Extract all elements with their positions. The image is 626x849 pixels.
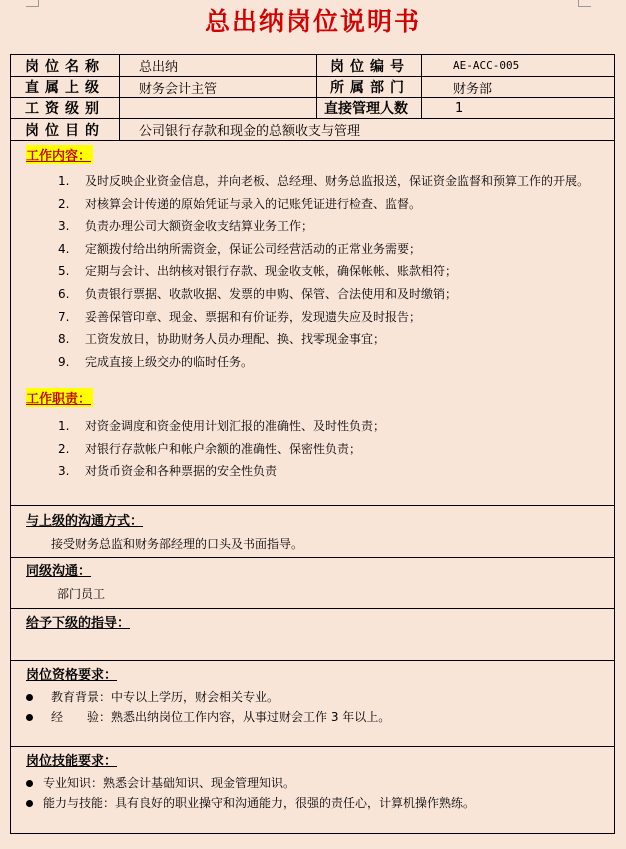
list-item [58, 195, 421, 212]
list-item [58, 462, 277, 479]
item-number: 1. [58, 174, 70, 188]
bullet-label: 经 验： [51, 710, 112, 724]
item-text: 对银行存款帐户和帐户余额的准确性、保密性负责； [85, 441, 362, 456]
bullet-text: 熟悉出纳岗位工作内容，从事过财会工作 3 年以上。 [111, 710, 391, 724]
list-item [58, 417, 385, 434]
list-item [58, 440, 361, 457]
bullet-item [26, 774, 295, 791]
subordinate-guidance-section [10, 608, 615, 661]
list-item [58, 330, 385, 347]
work-section [10, 140, 615, 506]
responsibilities-heading: 工作职责： [26, 388, 93, 407]
skills-heading: 岗位技能要求： [26, 754, 118, 769]
peer-comm-text: 部门员工 [57, 587, 106, 601]
bullet-icon [26, 780, 33, 787]
item-number: 4. [58, 241, 70, 256]
item-number: 2. [58, 196, 70, 211]
peer-comm-heading: 同级沟通： [26, 564, 92, 579]
skills-section [10, 746, 615, 834]
bullet-icon [26, 694, 33, 701]
item-text: 工资发放日，协助财务人员办理配、换、找零现金事宜； [85, 332, 386, 347]
item-number: 9. [58, 354, 70, 369]
item-number: 8. [58, 332, 70, 347]
item-text: 定期与会计、出纳核对银行存款、现金收支帐，确保帐帐、账款相符； [85, 264, 458, 279]
item-text: 负责办理公司大额资金收支结算业务工作； [85, 219, 314, 234]
item-text: 负责银行票据、收款收据、发票的申购、保管、合法使用和及时缴销； [85, 287, 458, 301]
info-row [10, 76, 615, 98]
superior-value: 财务会计主管 [139, 81, 218, 97]
bullet-icon [26, 714, 33, 721]
info-row [10, 54, 615, 77]
position-code-label: 岗位编号 [330, 58, 410, 75]
info-row [10, 118, 615, 141]
direct-reports-label: 直接管理人数 [324, 101, 408, 117]
item-text: 对货币资金和各种票据的安全性负责 [85, 464, 278, 479]
item-text: 妥善保管印章、现金、票据和有价证券，发现遗失应及时报告； [85, 309, 422, 324]
work-content-heading: 工作内容： [26, 145, 93, 164]
peer-comm-section [10, 557, 615, 609]
qualifications-section [10, 660, 615, 747]
superior-label: 直属上级 [25, 80, 105, 96]
item-number: 7. [58, 309, 70, 324]
bullet-label: 专业知识： [43, 776, 104, 790]
list-item [58, 262, 457, 279]
list-item [58, 217, 313, 234]
position-code-value: AE-ACC-005 [453, 59, 520, 72]
superior-comm-section [10, 505, 615, 558]
item-number: 2. [58, 441, 70, 456]
item-text: 对资金调度和资金使用计划汇报的准确性、及时性负责； [85, 419, 386, 433]
position-name-label: 岗位名称 [25, 58, 105, 75]
direct-reports-value: 1 [455, 100, 464, 116]
item-text: 定额拨付给出纳所需资金，保证公司经营活动的正常业务需要； [85, 241, 422, 256]
item-text: 完成直接上级交办的临时任务。 [85, 354, 254, 369]
item-number: 3. [58, 464, 70, 479]
bullet-item [26, 794, 475, 811]
bullet-text: 熟悉会计基础知识、现金管理知识。 [103, 776, 296, 790]
department-value: 财务部 [453, 81, 493, 97]
purpose-label: 岗位目的 [25, 122, 105, 139]
list-item [58, 285, 457, 302]
item-text: 及时反映企业资金信息，并向老板、总经理、财务总监报送，保证资金监督和预算工作的开展。 [85, 174, 590, 188]
list-item [58, 353, 253, 370]
bullet-text: 具有良好的职业操守和沟通能力，很强的责任心，计算机操作熟练。 [115, 796, 476, 810]
item-number: 3. [58, 219, 70, 234]
bullet-item [26, 688, 279, 705]
item-number: 5. [58, 264, 70, 279]
list-item [58, 240, 421, 257]
bullet-icon [26, 800, 33, 807]
info-row [10, 97, 615, 119]
superior-comm-heading: 与上级的沟通方式： [26, 514, 144, 529]
bullet-label: 能力与技能： [43, 796, 116, 810]
list-item [58, 172, 589, 189]
item-number: 6. [58, 287, 70, 301]
list-item [58, 308, 421, 325]
page-title: 总出纳岗位说明书 [204, 7, 421, 36]
salary-level-label: 工资级别 [25, 101, 105, 117]
item-text: 对核算会计传递的原始凭证与录入的记账凭证进行检查、监督。 [85, 196, 422, 211]
bullet-label: 教育背景： [51, 690, 112, 704]
bullet-item [26, 708, 390, 725]
item-number: 1. [58, 419, 70, 433]
superior-comm-text: 接受财务总监和财务部经理的口头及书面指导。 [51, 537, 304, 551]
qualifications-heading: 岗位资格要求： [26, 668, 118, 683]
bullet-text: 中专以上学历，财会相关专业。 [111, 690, 280, 704]
position-name-value: 总出纳 [139, 60, 179, 75]
subordinate-guidance-heading: 给予下级的指导： [26, 616, 131, 631]
salary-level-value [119, 98, 316, 118]
department-label: 所属部门 [330, 80, 410, 96]
purpose-value: 公司银行存款和现金的总额收支与管理 [139, 124, 361, 139]
